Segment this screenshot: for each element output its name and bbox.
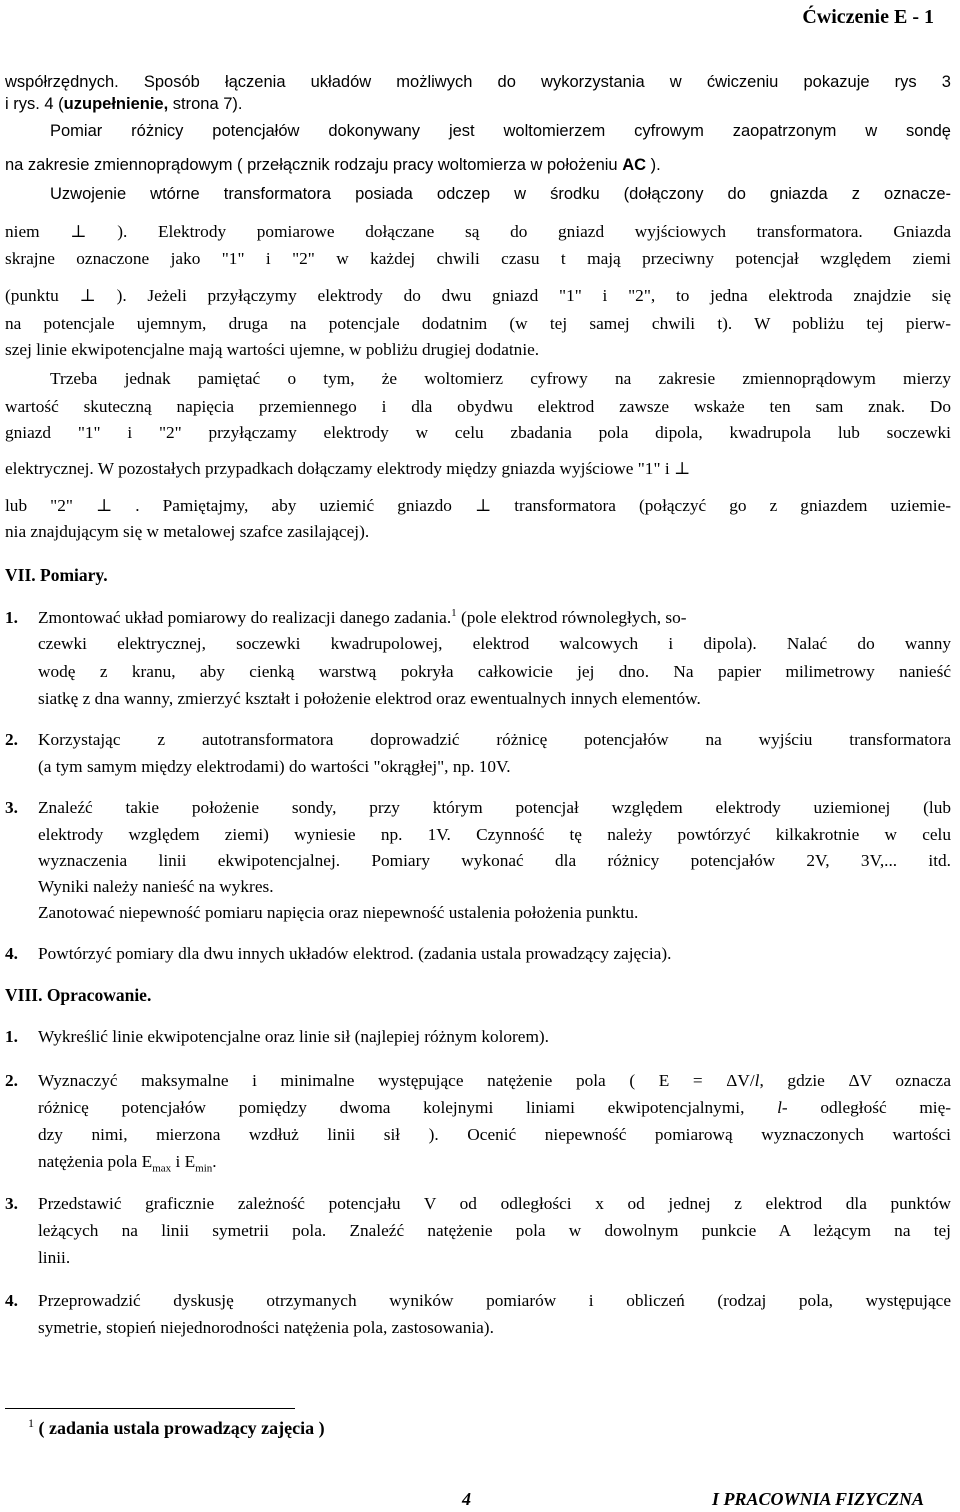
text-line: Wyznaczyć maksymalne i minimalne występujące natężenie pola ( E = ΔV/l, gdzie ΔV oznacza	[38, 1071, 952, 1090]
text-line: Pomiar różnicy potencjałów dokonywany jest woltomierzem cyfrowym zaopatrzonym w sondę	[50, 122, 951, 140]
text-line: leżących na linii symetrii pola. Znaleźć natężenie pola w dowolnym punkcie A leżącym na tej	[38, 1221, 951, 1240]
text-line: elektrycznej. W pozostałych przypadkach dołączamy elektrody między gniazda wyjściowe "1" i ⊥	[5, 459, 691, 478]
footer-title: I PRACOWNIA FIZYCZNA	[711, 1489, 924, 1509]
text-line: wartość skuteczną napięcia przemiennego i dla obydwu elektrod zawsze wskaże ten sam znak. Do	[5, 397, 951, 416]
text-line: Wykreślić linie ekwipotencjalne oraz linie sił (najlepiej różnym kolorem).	[38, 1027, 549, 1046]
text-line: wyznaczenia linii ekwipotencjalnej. Pomiary wykonać dla różnicy potencjałów 2V, 3V,... itd.	[38, 851, 951, 870]
item-number: 1.	[5, 1027, 18, 1046]
item-number: 3.	[5, 798, 18, 817]
text-line: czewki elektrycznej, soczewki kwadrupolowej, elektrod walcowych i dipola). Nalać do wanny	[38, 634, 951, 653]
text-line: symetrie, stopień niejednorodności natężenia pola, zastosowania).	[38, 1318, 494, 1337]
text-line: na potencjale ujemnym, druga na potencjale dodatnim (w tej samej chwili t). W pobliżu tej pierw-	[5, 314, 951, 333]
text-line: Zmontować układ pomiarowy do realizacji danego zadania.$^1$ (pole elektrod równoległych, so-	[38, 607, 687, 627]
text-line: lub "2" ⊥ . Pamiętajmy, aby uziemić gniazdo ⊥ transformatora (połączyć go z gniazdem uziemie-	[5, 496, 951, 515]
text-line: Przedstawić graficznie zależność potencjału V od odległości x od jednej z elektrod dla punktów	[38, 1194, 951, 1213]
item-number: 3.	[5, 1194, 18, 1213]
text-line: Trzeba jednak pamiętać o tym, że woltomierz cyfrowy na zakresie zmiennoprądowym mierzy	[50, 369, 951, 388]
text-line: szej linie ekwipotencjalne mają wartości ujemne, w pobliżu drugiej dodatnie.	[5, 340, 540, 359]
text-line: skrajne oznaczone jako "1" i "2" w każdej chwili czasu t mają przeciwny potencjał względem ziemi	[5, 249, 951, 268]
item-number: 4.	[5, 944, 18, 963]
item-number: 2.	[5, 1071, 18, 1090]
text-line: gniazd "1" i "2" przyłączamy elektrody w celu zbadania pola dipola, kwadrupola lub soczewki	[5, 423, 951, 442]
page-header-title: Ćwiczenie E - 1	[802, 6, 934, 28]
footnote-ref: 1	[451, 607, 457, 620]
text-line: (punktu ⊥ ). Jeżeli przyłączymy elektrody do dwu gniazd "1" i "2", to jedna elektroda znajdzie się	[5, 286, 951, 305]
text-line: współrzędnych. Sposób łączenia układów możliwych do wykorzystania w ćwiczeniu pokazuje rys 3	[5, 73, 951, 91]
footnote: $^1$ ( zadania ustala prowadzący zajęcia )	[28, 1416, 325, 1438]
text-line: różnicę potencjałów pomiędzy dwoma kolejnymi liniami ekwipotencjalnymi, l- odległość mię-	[38, 1098, 951, 1117]
text-line: elektrody względem ziemi) wyniesie np. 1V. Czynność tę należy powtórzyć kilkakrotnie w celu	[38, 825, 951, 844]
text-line: Wyniki należy nanieść na wykres.	[38, 877, 274, 896]
text-line: niem ⊥ ). Elektrody pomiarowe dołączane są do gniazd wyjściowych transformatora. Gniazda	[5, 222, 951, 241]
text-line: natężenia pola $E_{max}$ i $E_{min}$.	[38, 1152, 217, 1175]
text-line: siatkę z dna wanny, zmierzyć kształt i położenie elektrod oraz ewentualnych innych elementów.	[38, 689, 701, 708]
text-line: (a tym samym między elektrodami) do wartości "okrągłej", np. 10V.	[38, 757, 511, 776]
text-line: wodę z kranu, aby cienką warstwą pokryła całkowicie jej dno. Na papier milimetrowy nanieść	[38, 662, 951, 681]
text-line: nia znajdującym się w metalowej szafce zasilającej).	[5, 522, 370, 541]
section-heading-pomiary: VII. Pomiary.	[5, 565, 108, 585]
text-line: i rys. 4 (uzupełnienie, strona 7).	[5, 95, 243, 113]
text-line: dzy nimi, mierzona wzdłuż linii sił ). Ocenić niepewność pomiarową wyznaczonych wartości	[38, 1125, 951, 1144]
text-line: Uzwojenie wtórne transformatora posiada odczep w środku (dołączony do gniazda z oznacze-	[50, 185, 951, 203]
text-line: Znaleźć takie położenie sondy, przy którym potencjał względem elektrody uziemionej (lub	[38, 798, 951, 817]
item-number: 4.	[5, 1291, 18, 1310]
text-line: linii.	[38, 1248, 71, 1267]
section-heading-opracowanie: VIII. Opracowanie.	[5, 985, 152, 1005]
text-line: Zanotować niepewność pomiaru napięcia oraz niepewność ustalenia położenia punktu.	[38, 903, 639, 922]
item-number: 2.	[5, 730, 18, 749]
text-line: Powtórzyć pomiary dla dwu innych układów elektrod. (zadania ustala prowadzący zajęcia).	[38, 944, 672, 963]
item-number: 1.	[5, 608, 18, 627]
text-line: Przeprowadzić dyskusję otrzymanych wyników pomiarów i obliczeń (rodzaj pola, występujące	[38, 1291, 951, 1310]
footnote-divider	[5, 1408, 295, 1409]
page-number: 4	[462, 1489, 471, 1509]
text-line: Korzystając z autotransformatora doprowadzić różnicę potencjałów na wyjściu transformatora	[38, 730, 951, 749]
text-line: na zakresie zmiennoprądowym ( przełącznik rodzaju pracy woltomierza w położeniu AC ).	[5, 156, 661, 174]
